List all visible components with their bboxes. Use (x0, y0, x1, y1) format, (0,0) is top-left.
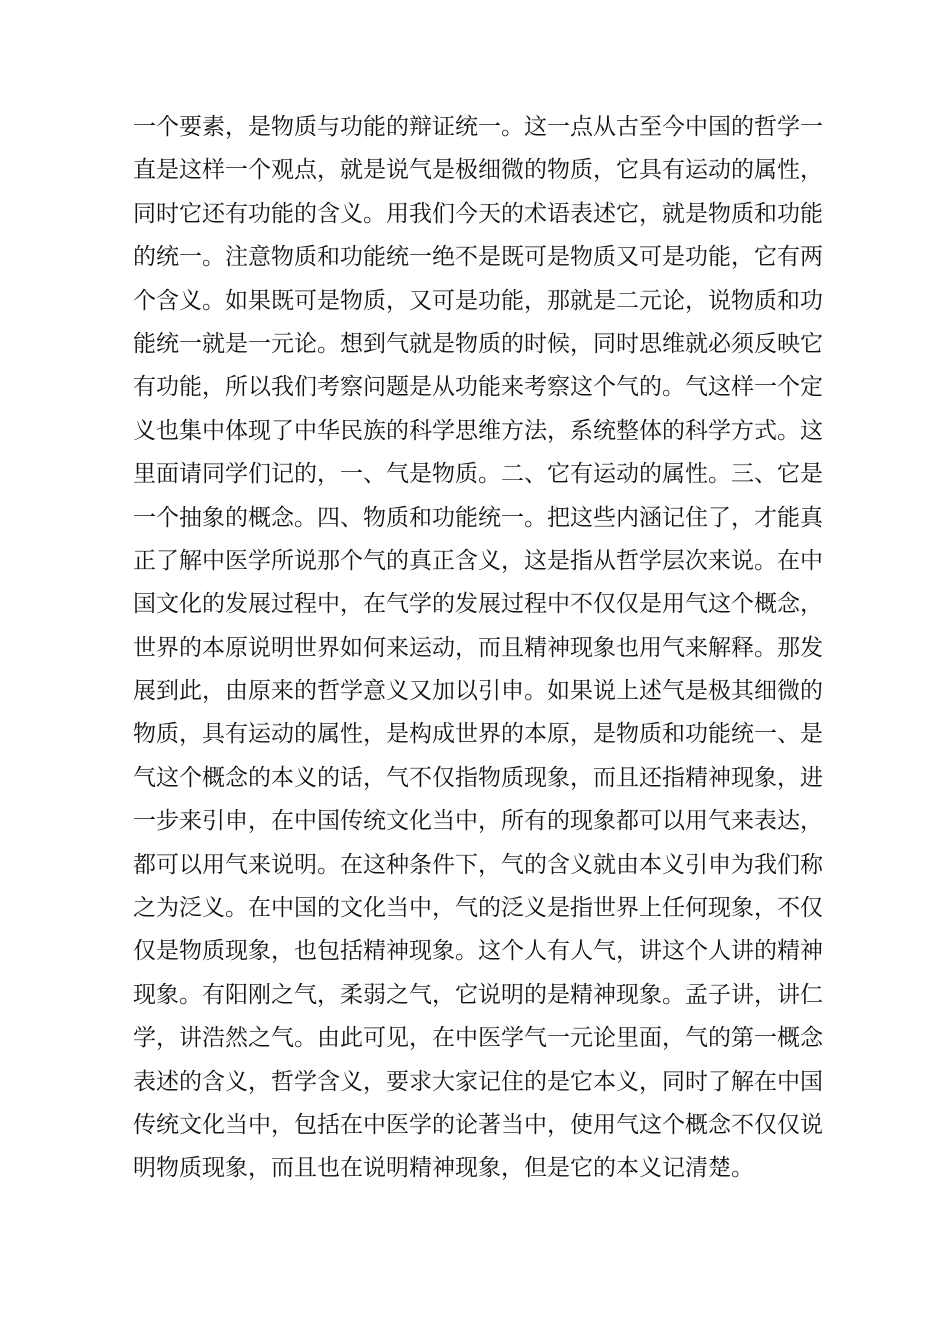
text-line: 现象。有阳刚之气，柔弱之气，它说明的是精神现象。孟子讲，讲仁 (133, 981, 823, 1008)
text-line: 一个要素，是物质与功能的辩证统一。这一点从古至今中国的哲学一 (133, 114, 823, 140)
text-line: 明物质现象，而且也在说明精神现象，但是它的本义记清楚。 (133, 1155, 754, 1182)
text-line: 物质，具有运动的属性，是构成世界的本原，是物质和功能统一、是 (133, 721, 823, 748)
text-line: 展到此，由原来的哲学意义又加以引申。如果说上述气是极其细微的 (133, 678, 823, 705)
text-line: 都可以用气来说明。在这种条件下，气的含义就由本义引申为我们称 (133, 851, 823, 878)
text-line: 世界的本原说明世界如何来运动，而且精神现象也用气来解释。那发 (133, 634, 823, 661)
text-line: 直是这样一个观点，就是说气是极细微的物质，它具有运动的属性， (133, 157, 823, 184)
text-line: 仅是物质现象，也包括精神现象。这个人有人气，讲这个人讲的精神 (133, 938, 823, 965)
text-line: 国文化的发展过程中，在气学的发展过程中不仅仅是用气这个概念， (133, 591, 823, 618)
text-line: 个含义。如果既可是物质，又可是功能，那就是二元论，说物质和功 (133, 287, 823, 314)
text-line: 之为泛义。在中国的文化当中，气的泛义是指世界上任何现象，不仅 (133, 895, 823, 922)
text-line: 有功能，所以我们考察问题是从功能来考察这个气的。气这样一个定 (133, 374, 823, 401)
text-line: 学，讲浩然之气。由此可见，在中医学气一元论里面，气的第一概念 (133, 1025, 823, 1052)
text-line: 正了解中医学所说那个气的真正含义，这是指从哲学层次来说。在中 (133, 547, 823, 574)
text-line: 传统文化当中，包括在中医学的论著当中，使用气这个概念不仅仅说 (133, 1111, 823, 1138)
text-line: 表述的含义，哲学含义，要求大家记住的是它本义，同时了解在中国 (133, 1068, 823, 1095)
text-line: 一步来引申，在中国传统文化当中，所有的现象都可以用气来表达， (133, 808, 823, 835)
body-text (133, 106, 833, 1191)
text-line: 义也集中体现了中华民族的科学思维方法，系统整体的科学方式。这 (133, 417, 823, 444)
text-line: 同时它还有功能的含义。用我们今天的术语表述它，就是物质和功能 (133, 200, 823, 227)
text-line: 里面请同学们记的，一、气是物质。二、它有运动的属性。三、它是 (133, 461, 823, 488)
text-line: 一个抽象的概念。四、物质和功能统一。把这些内涵记住了，才能真 (133, 504, 823, 531)
text-line: 的统一。注意物质和功能统一绝不是既可是物质又可是功能，它有两 (133, 244, 823, 271)
text-line: 气这个概念的本义的话，气不仅指物质现象，而且还指精神现象，进 (133, 764, 823, 791)
text-line: 能统一就是一元论。想到气就是物质的时候，同时思维就必须反映它 (133, 330, 823, 357)
